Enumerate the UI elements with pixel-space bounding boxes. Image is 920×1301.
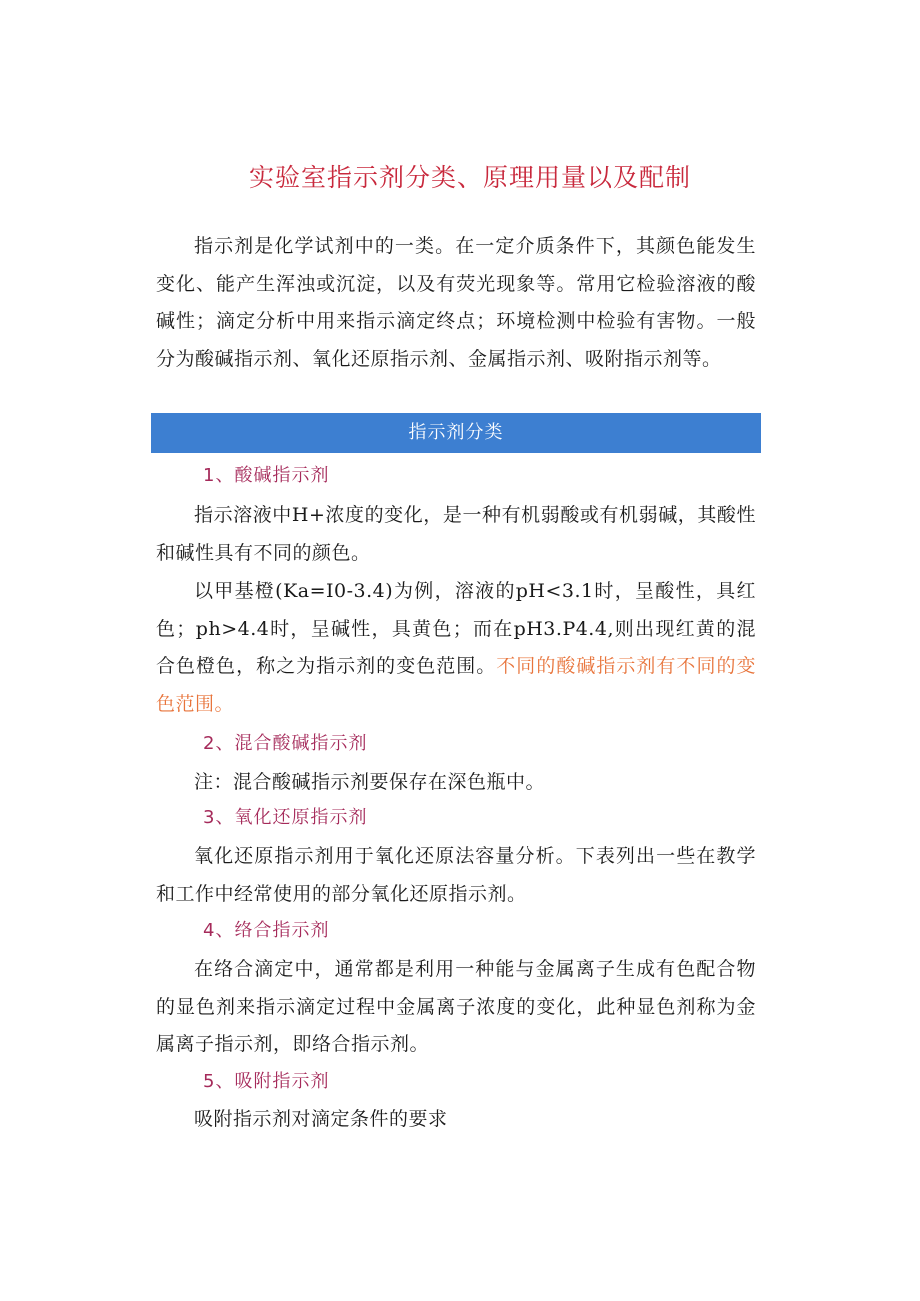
acid-base-paragraph-1: 指示溶液中H+浓度的变化，是一种有机弱酸或有机弱碱，其酸性和碱性具有不同的颜色。 bbox=[156, 504, 756, 564]
section-banner: 指示剂分类 bbox=[151, 413, 761, 453]
document-title: 实验室指示剂分类、原理用量以及配制 bbox=[248, 163, 691, 192]
section-heading-redox: 3、氧化还原指示剂 bbox=[203, 807, 368, 828]
mixed-paragraph: 注：混合酸碱指示剂要保存在深色瓶中。 bbox=[194, 771, 546, 793]
intro-paragraph: 指示剂是化学试剂中的一类。在一定介质条件下，其颜色能发生变化、能产生浑浊或沉淀，以及有荧光现象等。常用它检验溶液的酸碱性；滴定分析中用来指示滴定终点；环境检测中检验有害物。一般分为酸碱指示剂、氧化还原指示剂、金属指示剂、吸附指示剂等。 bbox=[156, 235, 756, 370]
acid-base-paragraph-2 bbox=[156, 573, 756, 723]
acid-base-highlight-text: 不同的酸碱指示剂有不同的变色范围。 bbox=[156, 655, 756, 715]
section-heading-complex: 4、络合指示剂 bbox=[203, 920, 330, 941]
redox-paragraph: 氧化还原指示剂用于氧化还原法容量分析。下表列出一些在教学和工作中经常使用的部分氧化还原指示剂。 bbox=[156, 845, 756, 905]
adsorption-paragraph: 吸附指示剂对滴定条件的要求 bbox=[194, 1108, 448, 1130]
section-heading-acid-base: 1、酸碱指示剂 bbox=[203, 465, 330, 486]
complex-paragraph: 在络合滴定中，通常都是利用一种能与金属离子生成有色配合物的显色剂来指示滴定过程中金属离子浓度的变化，此种显色剂称为金属离子指示剂，即络合指示剂。 bbox=[156, 958, 756, 1055]
section-heading-adsorption: 5、吸附指示剂 bbox=[203, 1071, 330, 1092]
section-heading-mixed: 2、混合酸碱指示剂 bbox=[203, 733, 368, 754]
acid-base-paragraph-2-text: 以甲基橙(Ka=I0-3.4)为例，溶液的pH<3.1时，呈酸性，具红色；ph>4.4时，呈碱性，具黄色；而在pH3.P4.4,则出现红黄的混合色橙色，称之为指示剂的变色范围。 bbox=[156, 580, 756, 677]
